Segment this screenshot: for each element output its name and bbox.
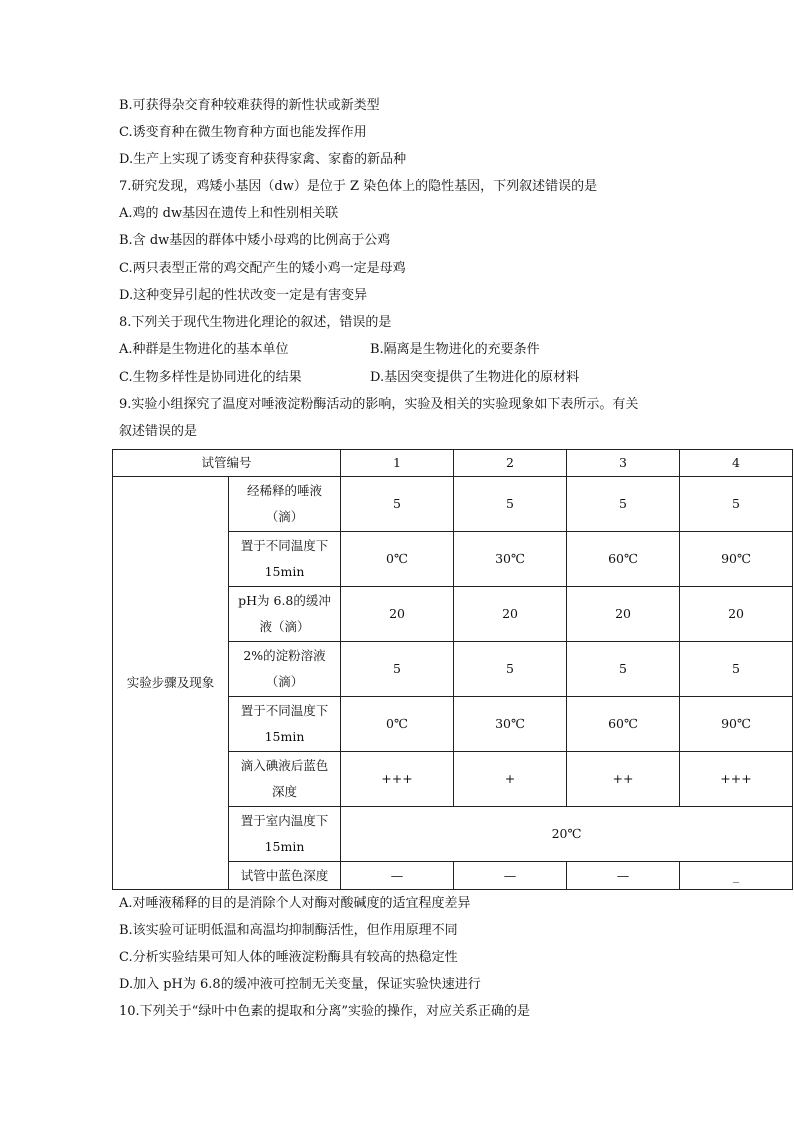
question-9-option-d: D.加入 pH为 6.8的缓冲液可控制无关变量，保证实验快速进行	[119, 977, 481, 992]
option-c-prev: C.诱变育种在微生物育种方面也能发挥作用	[119, 125, 367, 140]
cell-value: 20	[680, 587, 793, 642]
tube-number: 2	[454, 450, 567, 477]
table-header-row	[113, 450, 793, 477]
step-name: pH为 6.8的缓冲 液（滴）	[229, 587, 341, 642]
step-name: 置于不同温度下 15min	[229, 697, 341, 752]
question-8-option-a: A.种群是生物进化的基本单位	[119, 342, 289, 357]
cell-value: +++	[680, 752, 793, 807]
question-9-option-c: C.分析实验结果可知人体的唾液淀粉酶具有较高的热稳定性	[119, 950, 458, 965]
cell-value: 5	[454, 642, 567, 697]
option-b-prev: B.可获得杂交育种较难获得的新性状或新类型	[119, 98, 380, 113]
tube-number: 4	[680, 450, 793, 477]
question-9-stem-line2: 叙述错误的是	[119, 424, 198, 439]
question-8-option-b: B.隔离是生物进化的充要条件	[370, 342, 540, 357]
cell-value: 5	[567, 477, 680, 532]
question-9-option-a: A.对唾液稀释的目的是消除个人对酶对酸碱度的适宜程度差异	[119, 896, 471, 911]
cell-value: 20	[567, 587, 680, 642]
experiment-table	[112, 449, 793, 890]
cell-value: 60℃	[567, 532, 680, 587]
tube-number: 1	[341, 450, 454, 477]
step-name: 滴入碘液后蓝色 深度	[229, 752, 341, 807]
room-temperature-value: 20℃	[341, 807, 793, 862]
cell-value: —	[454, 862, 567, 890]
cell-value: 5	[680, 642, 793, 697]
cell-value: 5	[341, 477, 454, 532]
cell-value: +++	[341, 752, 454, 807]
cell-value: 30℃	[454, 532, 567, 587]
group-label: 实验步骤及现象	[113, 477, 229, 890]
cell-value: 90℃	[680, 532, 793, 587]
cell-value: _	[680, 862, 793, 890]
cell-value: 90℃	[680, 697, 793, 752]
question-7-option-d: D.这种变异引起的性状改变一定是有害变异	[119, 288, 368, 303]
cell-value: +	[454, 752, 567, 807]
step-name: 置于室内温度下 15min	[229, 807, 341, 862]
question-9-option-b: B.该实验可证明低温和高温均抑制酶活性，但作用原理不同	[119, 923, 458, 938]
question-7-option-a: A.鸡的 dw基因在遗传上和性别相关联	[119, 206, 339, 221]
cell-value: 5	[680, 477, 793, 532]
cell-value: ++	[567, 752, 680, 807]
cell-value: 5	[341, 642, 454, 697]
step-name: 2%的淀粉溶液 （滴）	[229, 642, 341, 697]
option-d-prev: D.生产上实现了诱变育种获得家禽、家畜的新品种	[119, 152, 407, 167]
table-row	[113, 477, 793, 532]
question-7-option-c: C.两只表型正常的鸡交配产生的矮小鸡一定是母鸡	[119, 261, 406, 276]
tube-number: 3	[567, 450, 680, 477]
cell-value: 5	[454, 477, 567, 532]
question-8-option-c: C.生物多样性是协同进化的结果	[119, 370, 302, 385]
question-7-option-b: B.含 dw基因的群体中矮小母鸡的比例高于公鸡	[119, 233, 391, 248]
cell-value: 5	[567, 642, 680, 697]
cell-value: 0℃	[341, 697, 454, 752]
cell-value: 60℃	[567, 697, 680, 752]
step-name: 试管中蓝色深度	[229, 862, 341, 890]
cell-value: 0℃	[341, 532, 454, 587]
step-name: 置于不同温度下 15min	[229, 532, 341, 587]
cell-value: 20	[341, 587, 454, 642]
cell-value: 30℃	[454, 697, 567, 752]
question-9-stem-line1: 9.实验小组探究了温度对唾液淀粉酶活动的影响，实验及相关的实验现象如下表所示。有关	[119, 397, 639, 412]
step-name: 经稀释的唾液 （滴）	[229, 477, 341, 532]
question-8-stem: 8.下列关于现代生物进化理论的叙述，错误的是	[119, 315, 392, 330]
question-10-stem: 10.下列关于“绿叶中色素的提取和分离”实验的操作，对应关系正确的是	[119, 1004, 530, 1019]
cell-value: —	[567, 862, 680, 890]
header-label: 试管编号	[113, 450, 341, 477]
question-8-option-d: D.基因突变提供了生物进化的原材料	[370, 370, 580, 385]
question-7-stem: 7.研究发现，鸡矮小基因（dw）是位于 Z 染色体上的隐性基因，下列叙述错误的是	[119, 179, 598, 194]
cell-value: 20	[454, 587, 567, 642]
cell-value: —	[341, 862, 454, 890]
